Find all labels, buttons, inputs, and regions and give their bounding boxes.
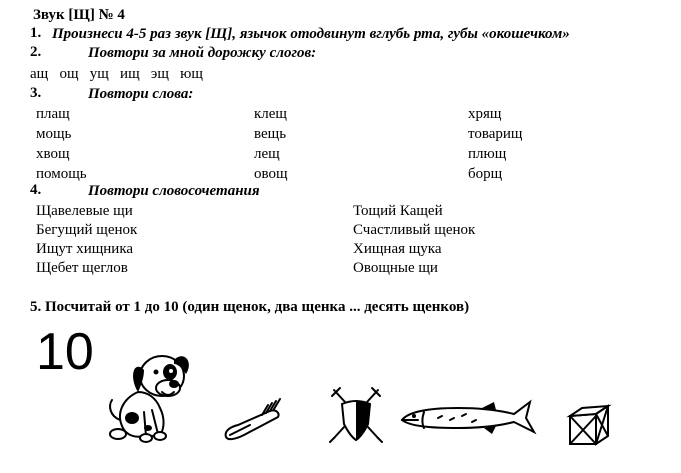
- task2-text: Повтори за мной дорожку слогов:: [88, 45, 317, 61]
- word-list-col2: [254, 105, 288, 185]
- word: клещ: [254, 106, 287, 122]
- task5-text: 5. Посчитай от 1 до 10 (один щенок, два щенка ... десять щенков): [30, 299, 470, 315]
- task2-number: 2.: [30, 44, 42, 60]
- syllables-row: ащ ощ ущ ищ эщ ющ: [30, 66, 203, 82]
- task4-text: Повтори словосочетания: [88, 183, 260, 199]
- task1-number: 1.: [30, 25, 42, 41]
- task3-number: 3.: [30, 85, 42, 101]
- word: лещ: [254, 146, 280, 162]
- task3-text: Повтори слова:: [88, 86, 194, 102]
- puppy-icon: [104, 340, 214, 445]
- task4-number: 4.: [30, 182, 42, 198]
- phrase: Щебет щеглов: [36, 260, 128, 276]
- task1-text: Произнеси 4-5 раз звук [Щ], язычок отодвинут вглубь рта, губы «окошечком»: [52, 26, 570, 42]
- word-list-col3: [468, 105, 522, 185]
- word: помощь: [36, 166, 87, 182]
- phrase: Щавелевые щи: [36, 203, 133, 219]
- shield-swords-icon: [328, 386, 384, 446]
- phrase: Счастливый щенок: [353, 222, 476, 238]
- word: мощь: [36, 126, 72, 142]
- toothbrush-icon: [220, 395, 290, 445]
- word-list-col1: [36, 105, 87, 185]
- phrase-list-col1: [36, 202, 137, 278]
- word: вещь: [254, 126, 287, 142]
- phrase: Овощные щи: [353, 260, 438, 276]
- word: борщ: [468, 166, 503, 182]
- word: плющ: [468, 146, 507, 162]
- phrase: Ищут хищника: [36, 241, 134, 257]
- word: товарищ: [468, 126, 523, 142]
- phrase: Бегущий щенок: [36, 222, 138, 238]
- pike-fish-icon: [398, 396, 538, 436]
- phrase-list-col2: [353, 202, 475, 278]
- word: хрящ: [468, 106, 502, 122]
- phrase: Тощий Кащей: [353, 203, 443, 219]
- word: овощ: [254, 166, 288, 182]
- word: хвощ: [36, 146, 70, 162]
- phrase: Хищная щука: [353, 241, 442, 257]
- wooden-crate-icon: [566, 404, 612, 446]
- page-title: Звук [Щ] № 4: [33, 7, 125, 23]
- word: плащ: [36, 106, 70, 122]
- count-number: 10: [36, 323, 94, 381]
